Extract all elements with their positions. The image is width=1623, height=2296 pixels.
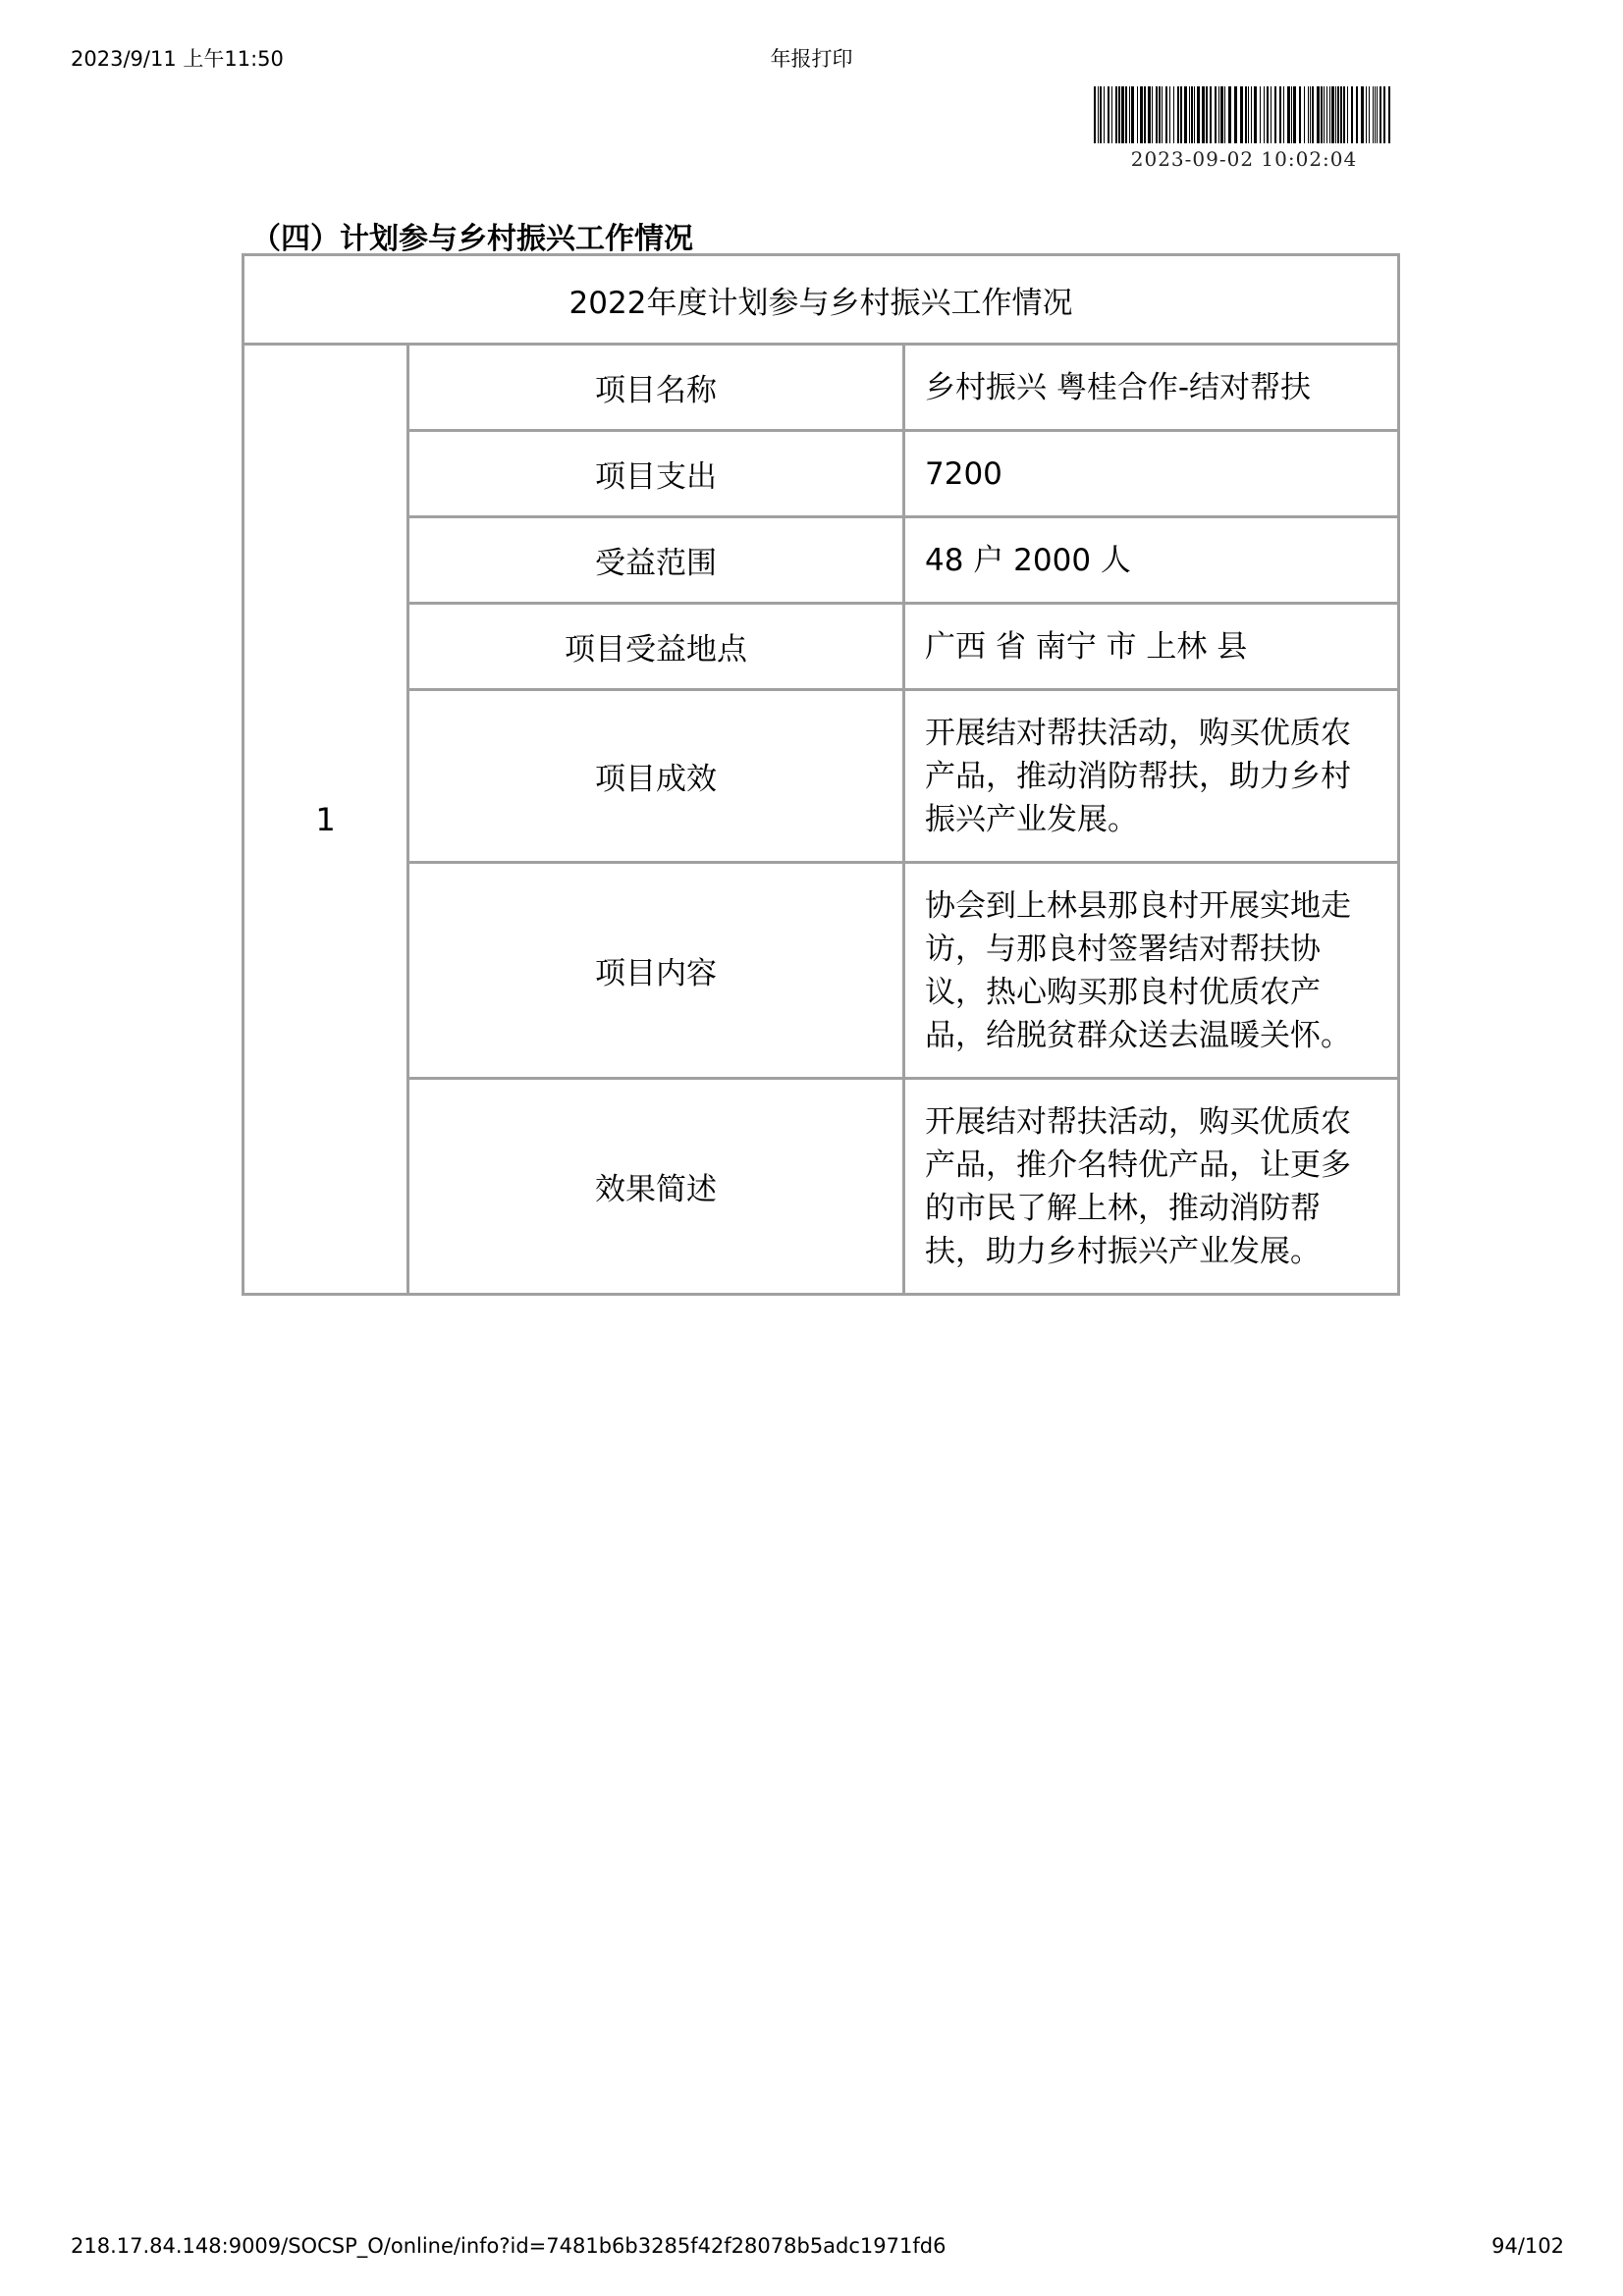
- barcode-bar: [1317, 86, 1320, 143]
- field-label-effect-summary: 效果简述: [408, 1079, 904, 1295]
- barcode-bar: [1210, 86, 1212, 143]
- barcode-bar: [1180, 86, 1182, 143]
- barcode-bar: [1131, 86, 1134, 143]
- barcode-bar: [1291, 86, 1292, 143]
- barcode-bar: [1308, 86, 1309, 143]
- barcode-bar: [1189, 86, 1190, 143]
- barcode-bar: [1220, 86, 1223, 143]
- barcode-bar: [1184, 86, 1187, 143]
- barcode-bar: [1240, 86, 1243, 143]
- barcode-bar: [1098, 86, 1099, 143]
- barcode-bar: [1140, 86, 1143, 143]
- barcode-bar: [1169, 86, 1170, 143]
- print-datetime: 2023/9/11 上午11:50: [71, 47, 284, 71]
- field-value-results: 开展结对帮扶活动，购买优质农产品，推动消防帮扶，助力乡村振兴产业发展。: [904, 690, 1399, 863]
- field-value-location: 广西 省 南宁 市 上林 县: [904, 604, 1399, 690]
- barcode-bar: [1137, 86, 1138, 143]
- barcode-bar: [1383, 86, 1385, 143]
- field-label-expenditure: 项目支出: [408, 431, 904, 517]
- field-value-project-name: 乡村振兴 粤桂合作-结对帮扶: [904, 345, 1399, 431]
- barcode-bar: [1356, 86, 1358, 143]
- table-caption: 2022年度计划参与乡村振兴工作情况: [243, 255, 1399, 345]
- barcode-bar: [1224, 86, 1225, 143]
- barcode-bar: [1248, 86, 1249, 143]
- barcode-bar: [1228, 86, 1231, 143]
- table-row: [243, 431, 1399, 517]
- barcode-bar: [1218, 86, 1219, 143]
- barcode-bar: [1274, 86, 1276, 143]
- section-title: （四）计划参与乡村振兴工作情况: [251, 222, 693, 256]
- barcode-bar: [1343, 86, 1345, 143]
- barcode-timestamp: 2023-09-02 10:02:04: [1130, 147, 1358, 171]
- barcode-bar: [1191, 86, 1193, 143]
- table-row: [243, 863, 1399, 1079]
- table-row: [243, 345, 1399, 431]
- barcode-bar: [1152, 86, 1153, 143]
- barcode-bar: [1347, 86, 1348, 143]
- barcode-bar: [1351, 86, 1353, 143]
- barcode-bar: [1369, 86, 1370, 143]
- barcode-bar: [1162, 86, 1163, 143]
- barcode-bar: [1380, 86, 1381, 143]
- barcode-image: [1094, 86, 1394, 143]
- page-number: 94/102: [1491, 2234, 1564, 2258]
- barcode-bar: [1108, 86, 1109, 143]
- footer-url: 218.17.84.148:9009/SOCSP_O/online/info?id=7481b6b3285f42f28078b5adc1971fd6: [71, 2234, 947, 2258]
- barcode-bar: [1197, 86, 1200, 143]
- barcode-bar: [1326, 86, 1327, 143]
- barcode-bar: [1254, 86, 1257, 143]
- barcode-bar: [1329, 86, 1330, 143]
- barcode-bar: [1173, 86, 1174, 143]
- barcode-bar: [1279, 86, 1281, 143]
- field-value-content: 协会到上林县那良村开展实地走访，与那良村签署结对帮扶协议，热心购买那良村优质农产品，给脱贫群众送去温暖关怀。: [904, 863, 1399, 1079]
- barcode-bar: [1245, 86, 1247, 143]
- field-value-expenditure: 7200: [904, 431, 1399, 517]
- barcode-bar: [1115, 86, 1117, 143]
- barcode-bar: [1377, 86, 1378, 143]
- barcode-bar: [1293, 86, 1296, 143]
- barcode-bar: [1251, 86, 1252, 143]
- field-label-project-name: 项目名称: [408, 345, 904, 431]
- barcode-bar: [1310, 86, 1311, 143]
- field-value-effect-summary: 开展结对帮扶活动，购买优质农产品，推介名特优产品，让更多的市民了解上林，推动消防帮扶，助力乡村振兴产业发展。: [904, 1079, 1399, 1295]
- barcode-bar: [1144, 86, 1146, 143]
- barcode-bar: [1335, 86, 1336, 143]
- barcode-bar: [1337, 86, 1339, 143]
- field-value-beneficiary-scope: 48 户 2000 人: [904, 517, 1399, 604]
- barcode-bar: [1267, 86, 1269, 143]
- barcode-bar: [1165, 86, 1167, 143]
- barcode-bar: [1299, 86, 1301, 143]
- barcode-bar: [1159, 86, 1161, 143]
- barcode-bar: [1104, 86, 1105, 143]
- field-label-results: 项目成效: [408, 690, 904, 863]
- barcode-bar: [1283, 86, 1284, 143]
- barcode-bar: [1331, 86, 1334, 143]
- page-header-title: 年报打印: [770, 47, 853, 71]
- barcode-bar: [1260, 86, 1261, 143]
- barcode-bar: [1125, 86, 1127, 143]
- table-row: [243, 517, 1399, 604]
- barcode-bar: [1324, 86, 1325, 143]
- table-row: [243, 604, 1399, 690]
- barcode-bar: [1264, 86, 1265, 143]
- barcode-bar: [1094, 86, 1096, 143]
- field-label-beneficiary-scope: 受益范围: [408, 517, 904, 604]
- barcode-bar: [1156, 86, 1158, 143]
- barcode-bar: [1121, 86, 1124, 143]
- barcode-bar: [1202, 86, 1205, 143]
- barcode-bar: [1215, 86, 1217, 143]
- barcode-bar: [1361, 86, 1364, 143]
- barcode-bar: [1340, 86, 1342, 143]
- barcode-bar: [1206, 86, 1208, 143]
- field-label-content: 项目内容: [408, 863, 904, 1079]
- barcode-bar: [1304, 86, 1305, 143]
- barcode-bar: [1118, 86, 1120, 143]
- barcode-bar: [1375, 86, 1376, 143]
- barcode-bar: [1111, 86, 1112, 143]
- barcode-bar: [1373, 86, 1374, 143]
- barcode-bar: [1100, 86, 1102, 143]
- barcode-bar: [1287, 86, 1290, 143]
- barcode-bar: [1177, 86, 1179, 143]
- barcode-bar: [1366, 86, 1367, 143]
- table-row: [243, 1079, 1399, 1295]
- barcode-bar: [1234, 86, 1237, 143]
- barcode-bar: [1388, 86, 1390, 143]
- table-row: [243, 690, 1399, 863]
- barcode-bar: [1312, 86, 1314, 143]
- barcode-bar: [1148, 86, 1151, 143]
- field-label-location: 项目受益地点: [408, 604, 904, 690]
- barcode-bar: [1129, 86, 1130, 143]
- row-index: 1: [243, 345, 408, 1295]
- barcode-bar: [1321, 86, 1323, 143]
- barcode-bar: [1194, 86, 1195, 143]
- rural-revitalization-table: [242, 253, 1400, 1296]
